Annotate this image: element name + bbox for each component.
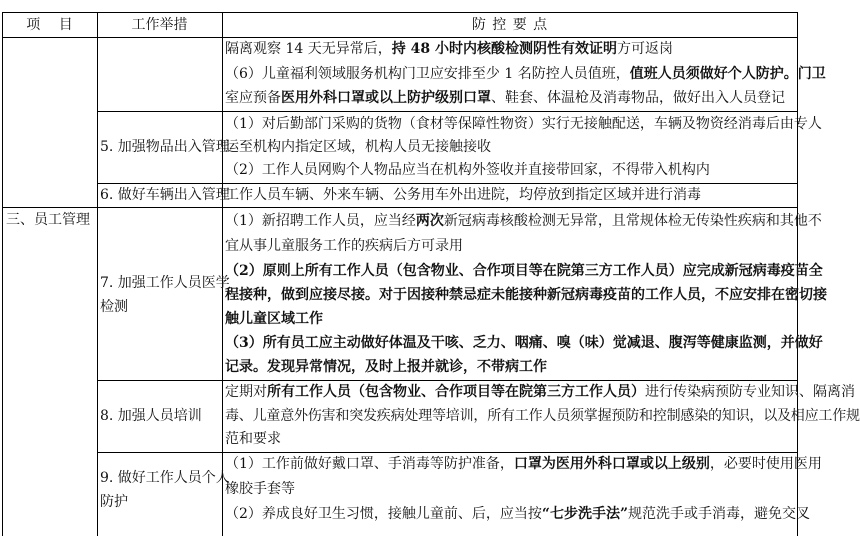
measure-7-line bbox=[225, 210, 822, 233]
text: 定期对 bbox=[225, 384, 267, 400]
measure-5-line: （2）工作人员网购个人物品应当在机构外签收并直接带回家，不得带入机构内 bbox=[225, 162, 710, 178]
measure-7-label: 7. 加强工作人员医学 bbox=[100, 275, 230, 291]
section-divider bbox=[2, 207, 798, 208]
measure-7-line: 宜从事儿童服务工作的疾病后方可录用 bbox=[225, 238, 463, 254]
measure-9-line bbox=[225, 503, 811, 526]
measure-7-line: （3）所有员工应主动做好体温及干咳、乏力、咽痛、嗅（味）觉减退、腹泻等健康监测，并做好 bbox=[225, 335, 823, 351]
measure-9-line: 橡胶手套等 bbox=[225, 481, 295, 497]
continuation-line bbox=[225, 87, 785, 110]
measure-8-line: 毒、儿童意外伤害和突发疾病处理等培训，所有工作人员须掌握预防和控制感染的知识，以及相应工作规 bbox=[225, 408, 860, 424]
measure-5-line: （1）对后勤部门采购的货物（食材等保障性物资）实行无接触配送，车辆及物资经消毒后由专人 bbox=[225, 116, 822, 132]
bold-text: “七步洗手法” bbox=[541, 506, 629, 522]
measure-8-line: 范和要求 bbox=[225, 431, 281, 447]
measure-7-line: 程接种，做到应接尽接。对于因接种禁忌症未能接种新冠病毒疫苗的工作人员，不应安排在密切接 bbox=[225, 287, 827, 303]
text: 、鞋套、体温枪及消毒物品，做好出入人员登记 bbox=[491, 90, 785, 106]
bold-text: 医用外科口罩或以上防护级别口罩 bbox=[281, 90, 491, 106]
measure-7-line: 记录。发现异常情况，及时上报并就诊，不带病工作 bbox=[225, 359, 547, 375]
bold-text: 持 48 小时内核酸检测阴性有效证明 bbox=[391, 41, 617, 57]
bold-text: 所有工作人员（包含物业、合作项目等在院第三方工作人员） bbox=[267, 384, 645, 400]
text: （2）养成良好卫生习惯，接触儿童前、后，应当按 bbox=[225, 506, 542, 522]
table-border-left bbox=[2, 12, 3, 536]
bold-text: 两次 bbox=[415, 213, 444, 229]
continuation-line bbox=[225, 63, 826, 86]
section-3-label: 三、员工管理 bbox=[6, 212, 90, 228]
text: 进行传染病预防专业知识、隔离消 bbox=[645, 384, 855, 400]
header-col-key-points: 防 控 要 点 bbox=[471, 17, 548, 33]
bold-text: 口罩为医用外科口罩或以上级别 bbox=[513, 456, 710, 472]
row-divider bbox=[97, 111, 798, 112]
measure-7-line: （2）原则上所有工作人员（包含物业、合作项目等在院第三方工作人员）应完成新冠病毒疫苗全 bbox=[225, 263, 823, 279]
measure-9-line bbox=[225, 453, 822, 476]
text: 规范洗手或手消毒，避免交叉 bbox=[628, 506, 811, 522]
measure-6-label: 6. 做好车辆出入管理 bbox=[100, 187, 230, 203]
text: 室应预备 bbox=[225, 90, 281, 106]
measure-7-line: 触儿童区域工作 bbox=[225, 311, 323, 327]
text: （1）工作前做好戴口罩、手消毒等防护准备， bbox=[225, 456, 514, 472]
col-divider bbox=[97, 12, 98, 536]
text: （1）新招聘工作人员，应当经 bbox=[225, 213, 416, 229]
text: 隔离观察 14 天无异常后， bbox=[225, 41, 392, 57]
measure-6-line: 工作人员车辆、外来车辆、公务用车外出进院，均停放到指定区域并进行消毒 bbox=[225, 187, 701, 203]
measure-9-label: 9. 做好工作人员个人 bbox=[100, 470, 230, 486]
measure-8-label: 8. 加强人员培训 bbox=[100, 408, 202, 424]
header-col-measures: 工作举措 bbox=[131, 17, 188, 33]
measure-5-label: 5. 加强物品出入管理 bbox=[100, 139, 230, 155]
bold-text: 值班人员须做好个人防护。门卫 bbox=[629, 66, 826, 82]
text: 方可返岗 bbox=[616, 41, 673, 57]
text: 新冠病毒核酸检测无异常，且常规体检无传染性疾病和其他不 bbox=[443, 213, 822, 229]
measure-8-line bbox=[225, 381, 855, 404]
continuation-line bbox=[225, 38, 673, 61]
measure-5-line: 运至机构内指定区域，机构人员无接触接收 bbox=[225, 139, 491, 155]
text: ，必要时使用医用 bbox=[709, 456, 822, 472]
text: （6）儿童福利领域服务机构门卫应安排至少 1 名防控人员值班， bbox=[225, 66, 630, 82]
measure-9-label: 防护 bbox=[100, 494, 128, 510]
measure-7-label: 检测 bbox=[100, 299, 128, 315]
header-col-item: 项 目 bbox=[26, 17, 73, 33]
